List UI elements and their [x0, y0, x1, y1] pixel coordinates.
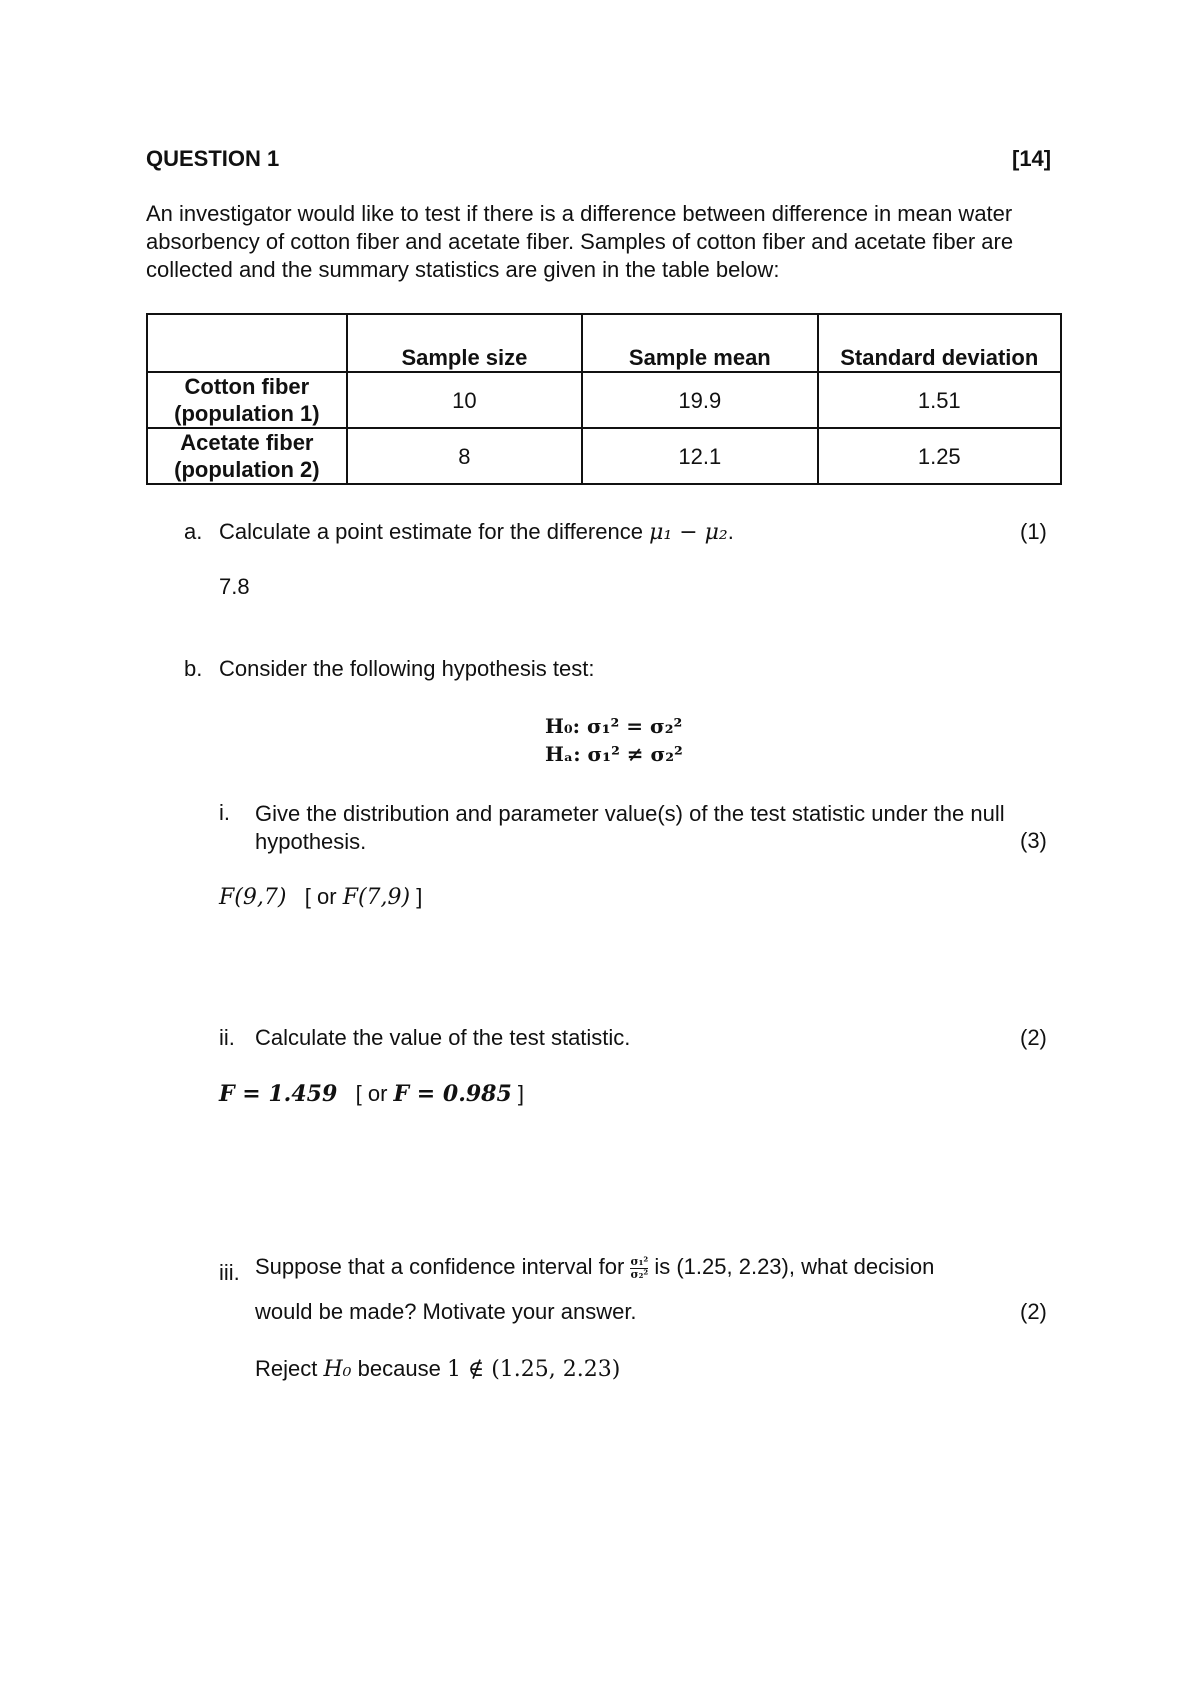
part-b-text: Consider the following hypothesis test: [219, 656, 595, 681]
null-hypothesis: H₀: σ₁² = σ₂² [545, 714, 683, 738]
part-b-iii-marks: (2) [1020, 1299, 1047, 1324]
cell-sd: 1.25 [818, 428, 1061, 484]
part-b-ii-num: ii. [219, 1025, 235, 1050]
part-b-i-answer: F(9,7) [ or F(7,9) ] [219, 884, 423, 910]
question-marks: [14] [1012, 146, 1052, 171]
cell-mean: 19.9 [582, 372, 817, 428]
table-header-standard-deviation: Standard deviation [818, 314, 1061, 372]
part-b-i-text: Give the distribution and parameter value(s) of the test statistic under the null hypothesis. [255, 801, 1005, 854]
part-b-ii-text: Calculate the value of the test statistic. [255, 1025, 631, 1050]
row-label-acetate: Acetate fiber (population 2) [147, 428, 347, 484]
part-b-iii-line2: would be made? Motivate your answer. [255, 1299, 637, 1324]
answer-alt: F = 0.985 [393, 1081, 512, 1107]
table-header-sample-mean: Sample mean [582, 314, 817, 372]
alternative-hypothesis: Hₐ: σ₁² ≠ σ₂² [545, 742, 683, 766]
answer-main: F = 1.459 [219, 1081, 338, 1107]
answer-main: F(9,7) [219, 885, 287, 910]
summary-statistics-table [146, 313, 1062, 485]
table-header-empty [147, 314, 347, 372]
part-a-letter: a. [184, 519, 203, 544]
part-b-iii-num: iii. [219, 1260, 240, 1285]
part-a-text: Calculate a point estimate for the difference [219, 519, 643, 544]
part-a-answer: 7.8 [219, 574, 250, 599]
cell-size: 8 [347, 428, 582, 484]
table-row [147, 428, 1061, 484]
part-b-iii-line1: Suppose that a confidence interval for $\frac{\text{σ₁²}}{\text{σ₂²}}$ is (1.25, 2.23), what decision [255, 1254, 935, 1281]
part-b-i-marks: (3) [1020, 828, 1047, 853]
cell-mean: 12.1 [582, 428, 817, 484]
variance-ratio-fraction: $\frac{\text{σ₁²}}{\text{σ₂²}}$ [630, 1254, 649, 1281]
part-a-marks: (1) [1020, 519, 1047, 544]
part-b-letter: b. [184, 656, 203, 681]
part-b-iii-answer: Reject H₀ because 1 ∉ (1.25, 2.23) [255, 1356, 621, 1382]
cell-sd: 1.51 [818, 372, 1061, 428]
table-header-sample-size: Sample size [347, 314, 582, 372]
table-row [147, 372, 1061, 428]
part-a-question: Calculate a point estimate for the difference μ₁ − μ₂. [219, 519, 734, 545]
part-b-i-num: i. [219, 800, 230, 825]
part-b-ii-answer: F = 1.459 [ or F = 0.985 ] [219, 1081, 525, 1107]
question-title: QUESTION 1 [146, 146, 280, 171]
answer-alt: F(7,9) [342, 885, 411, 910]
part-b-ii-marks: (2) [1020, 1025, 1047, 1050]
row-label-cotton: Cotton fiber (population 1) [147, 372, 347, 428]
table-header-row [147, 314, 1061, 372]
part-a-math: μ₁ − μ₂ [649, 520, 728, 545]
question-intro: An investigator would like to test if there is a difference between difference in mean water absorbency of cotton fiber and acetate fiber. Samples of cotton fiber and acetate fiber are collected and the summary statistics are given in the table below: [146, 201, 1014, 282]
cell-size: 10 [347, 372, 582, 428]
